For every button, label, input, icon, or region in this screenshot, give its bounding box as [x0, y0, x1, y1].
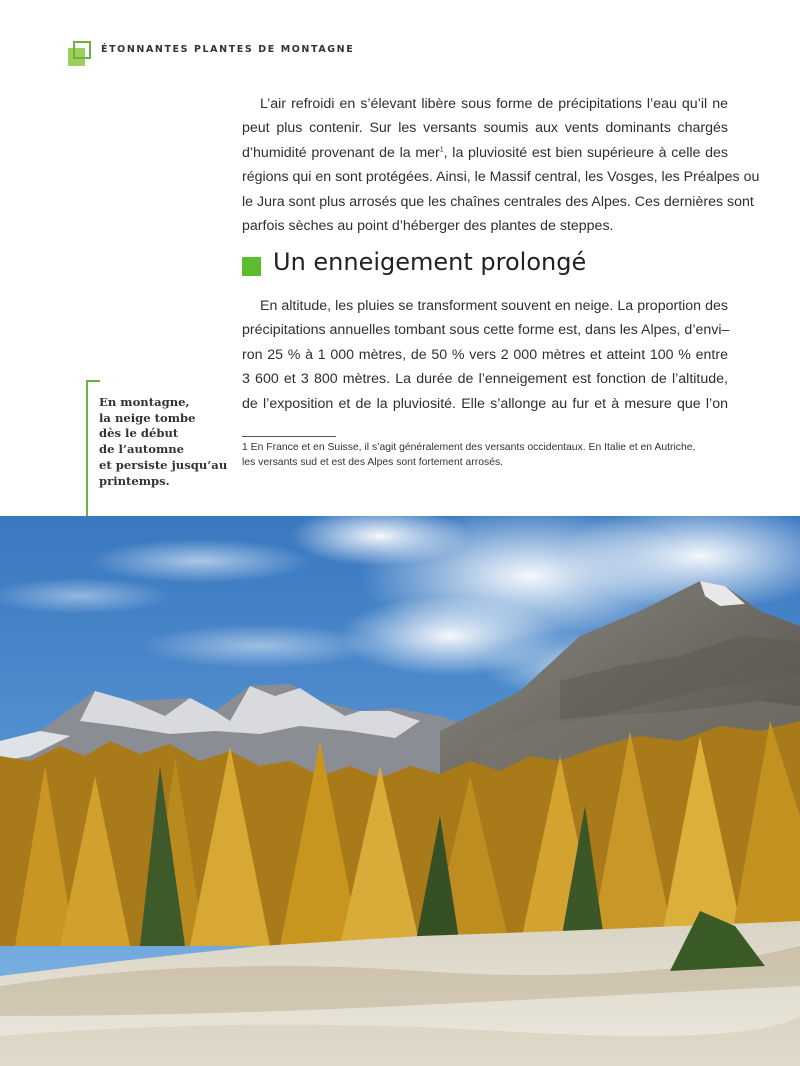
sidenote-bar — [86, 380, 88, 516]
paragraph-line: le Jura sont plus arrosés que les chaînes centrales des Alpes. Ces dernières sont — [242, 193, 754, 210]
paragraph-line: 3 600 et 3 800 mètres. La durée de l’enneigement est fonction de l’altitude, — [242, 371, 728, 388]
section-heading-text: Un enneigement prolongé — [273, 248, 587, 276]
paragraph-line: En altitude, les pluies se transforment souvent en neige. La proportion des — [260, 298, 728, 314]
body-paragraph-1 — [242, 92, 760, 238]
sidenote-line: la neige tombe — [99, 410, 196, 425]
paragraph-line: peut plus contenir. Sur les versants soumis aux vents dominants chargés — [242, 120, 728, 137]
sidenote-line: dès le début — [99, 426, 179, 441]
running-header-title: ÉTONNANTES PLANTES DE MONTAGNE — [101, 44, 355, 55]
sidenote-tick — [86, 380, 100, 382]
paragraph-line: ron 25 % à 1 000 mètres, de 50 % vers 2 000 mètres et atteint 100 % entre — [242, 346, 728, 363]
footnote-reference[interactable]: 1 — [439, 146, 444, 154]
mountain-landscape-photo — [0, 516, 800, 1066]
sidenote-line: et persiste jusqu’au — [99, 457, 228, 472]
paragraph-line: L’air refroidi en s’élevant libère sous forme de précipitations l’eau qu’il ne — [260, 96, 728, 112]
double-green-square-icon — [68, 40, 98, 70]
paragraph-line — [242, 141, 728, 165]
sidenote-line: de l’automne — [99, 442, 185, 457]
paragraph-line: régions qui en sont protégées. Ainsi, le Massif central, les Vosges, les Préalpes ou — [242, 169, 760, 186]
green-square-icon — [242, 257, 261, 276]
sidenote — [99, 395, 239, 489]
footnote — [242, 440, 728, 470]
footnote-line: les versants sud et est des Alpes sont fortement arrosés. — [242, 457, 504, 468]
paragraph-line-part: , la pluviosité est bien supérieure à celle des — [443, 144, 728, 161]
paragraph-line: de l’exposition et de la pluviosité. Elle s’allonge au fur et à mesure que l’on — [242, 395, 728, 412]
paragraph-line: précipitations annuelles tombant sous cette forme est, dans les Alpes, d’envi– — [242, 322, 730, 339]
footnote-rule — [242, 436, 336, 437]
paragraph-line-part: d’humidité provenant de la mer — [242, 144, 440, 161]
body-paragraph-2 — [242, 294, 728, 416]
sidenote-line: En montagne, — [99, 395, 190, 409]
paragraph-line: parfois sèches au point d’héberger des plantes de steppes. — [242, 217, 614, 234]
sidenote-line: printemps. — [99, 473, 170, 488]
footnote-line: 1 En France et en Suisse, il s’agit généralement des versants occidentaux. En Italie et en Autriche, — [242, 442, 696, 453]
